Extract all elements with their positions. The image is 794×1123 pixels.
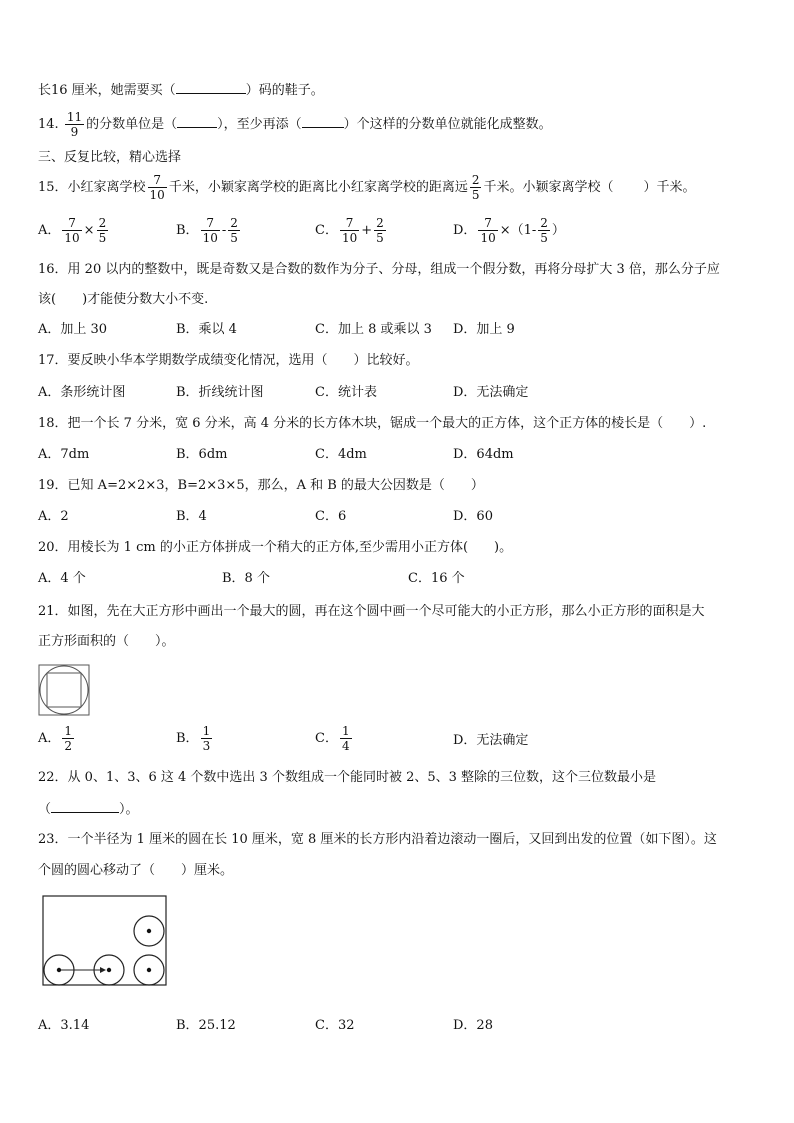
q14-blank-2[interactable]	[302, 115, 344, 128]
q19-option-c[interactable]: C．6	[315, 509, 347, 524]
q16-line-2: 该( )才能使分数大小不变.	[38, 292, 209, 307]
q16-option-c[interactable]: C．加上 8 或乘以 3	[315, 322, 432, 337]
q13-text-a: 长16 厘米，她需要买（	[38, 83, 176, 98]
q15-option-c[interactable]: C． $\frac{7}{10}$ + $\frac{2}{5}$	[315, 216, 384, 245]
q22-line-1: 22．从 0、1、3、6 这 4 个数中选出 3 个数组成一个能同时被 2、5、3 整除的三位数，这个三位数最小是	[38, 770, 657, 785]
q14-fraction: $\frac{11}{9}$	[66, 110, 83, 139]
q15-frac-1: $\frac{7}{10}$	[149, 173, 165, 202]
q19-option-b[interactable]: B．4	[176, 509, 207, 524]
q16-option-d[interactable]: D．加上 9	[453, 322, 515, 337]
q14-number: 14.	[38, 117, 59, 132]
q23-option-d[interactable]: D．28	[453, 1018, 493, 1033]
q20-option-a[interactable]: A．4 个	[38, 571, 86, 586]
q15-stem: 15．小红家离学校 $\frac{7}{10}$ 千米，小颖家离学校的距离比小红家离学校的距离远 $\frac{2}{5}$ 千米。小颖家离学校（ ）千米。	[38, 173, 696, 202]
q17-option-d[interactable]: D．无法确定	[453, 385, 529, 400]
q13-answer-blank[interactable]	[176, 81, 246, 94]
q16-option-a[interactable]: A．加上 30	[38, 322, 108, 337]
q21-option-a[interactable]: A． $\frac{1}{2}$	[38, 724, 73, 753]
q22-answer-blank[interactable]	[51, 800, 119, 813]
q15-option-d[interactable]: D． $\frac{7}{10}$ ×（1- $\frac{2}{5}$ ）	[453, 216, 565, 245]
q17-stem: 17．要反映小华本学期数学成绩变化情况，选用（ ）比较好。	[38, 353, 419, 368]
q20-option-b[interactable]: B．8 个	[222, 571, 270, 586]
q18-option-c[interactable]: C．4dm	[315, 447, 367, 462]
q21-option-d[interactable]: D．无法确定	[453, 733, 529, 748]
q14-text-c: ）个这样的分数单位就能化成整数。	[343, 117, 552, 132]
q20-option-c[interactable]: C．16 个	[408, 571, 465, 586]
q23-center-corner-bottom	[147, 968, 151, 972]
q23-option-a[interactable]: A．3.14	[38, 1018, 90, 1033]
q18-option-d[interactable]: D．64dm	[453, 447, 514, 462]
q23-option-c[interactable]: C．32	[315, 1018, 355, 1033]
q16-option-b[interactable]: B．乘以 4	[176, 322, 237, 337]
q23-option-b[interactable]: B．25.12	[176, 1018, 236, 1033]
q17-option-c[interactable]: C．统计表	[315, 385, 377, 400]
q18-option-a[interactable]: A．7dm	[38, 447, 90, 462]
q14-text-a: 的分数单位是（	[86, 117, 178, 132]
q17-option-b[interactable]: B．折线统计图	[176, 385, 264, 400]
q23-line-1: 23．一个半径为 1 厘米的圆在长 10 厘米，宽 8 厘米的长方形内沿着边滚动一圈后，又回到出发的位置（如下图）。这	[38, 832, 717, 847]
q19-stem: 19．已知 A=2×2×3，B=2×3×5，那么，A 和 B 的最大公因数是（ ）	[38, 478, 484, 493]
q23-arrow-head	[100, 967, 106, 973]
q23-center-moving	[107, 968, 111, 972]
q21-option-c[interactable]: C． $\frac{1}{4}$	[315, 724, 350, 753]
q21-option-b[interactable]: B． $\frac{1}{3}$	[176, 724, 211, 753]
q18-option-b[interactable]: B．6dm	[176, 447, 228, 462]
q21-square-circle-figure	[38, 664, 90, 716]
q14-blank-1[interactable]	[177, 115, 217, 128]
q14-line	[38, 110, 552, 139]
q23-line-2: 个圆的圆心移动了（ ）厘米。	[38, 863, 234, 878]
q16-line-1: 16．用 20 以内的整数中，既是奇数又是合数的数作为分子、分母，组成一个假分数，再将分母扩大 3 倍，那么分子应	[38, 262, 720, 277]
q21-line-1: 21．如图，先在大正方形中画出一个最大的圆，再在这个圆中画一个尽可能大的小正方形，那么小正方形的面积是大	[38, 604, 705, 619]
q21-small-square	[47, 673, 81, 707]
q18-stem: 18．把一个长 7 分米，宽 6 分米，高 4 分米的长方体木块，锯成一个最大的正方体，这个正方体的棱长是（ ）.	[38, 416, 707, 431]
q15-option-b[interactable]: B． $\frac{7}{10}$ - $\frac{2}{5}$	[176, 216, 238, 245]
q21-line-2: 正方形面积的（ ）。	[38, 634, 175, 649]
q14-text-b: ），至少再添（	[217, 117, 302, 132]
q20-stem: 20．用棱长为 1 cm 的小正方体拼成一个稍大的正方体,至少需用小正方体( )。	[38, 540, 513, 555]
q17-option-a[interactable]: A．条形统计图	[38, 385, 126, 400]
q19-option-d[interactable]: D．60	[453, 509, 493, 524]
section-3-heading: 三、反复比较，精心选择	[38, 150, 182, 165]
q13-text-b: ）码的鞋子。	[245, 83, 324, 98]
q23-center-start	[57, 968, 61, 972]
q19-option-a[interactable]: A．2	[38, 509, 69, 524]
q15-frac-2: $\frac{2}{5}$	[471, 173, 480, 202]
q23-center-corner-top	[147, 929, 151, 933]
q22-line-2: （ ）。	[38, 802, 139, 817]
q13-line	[38, 81, 324, 100]
q23-rectangle-figure	[38, 893, 170, 989]
q15-option-a[interactable]: A． $\frac{7}{10}$ × $\frac{2}{5}$	[38, 216, 107, 245]
